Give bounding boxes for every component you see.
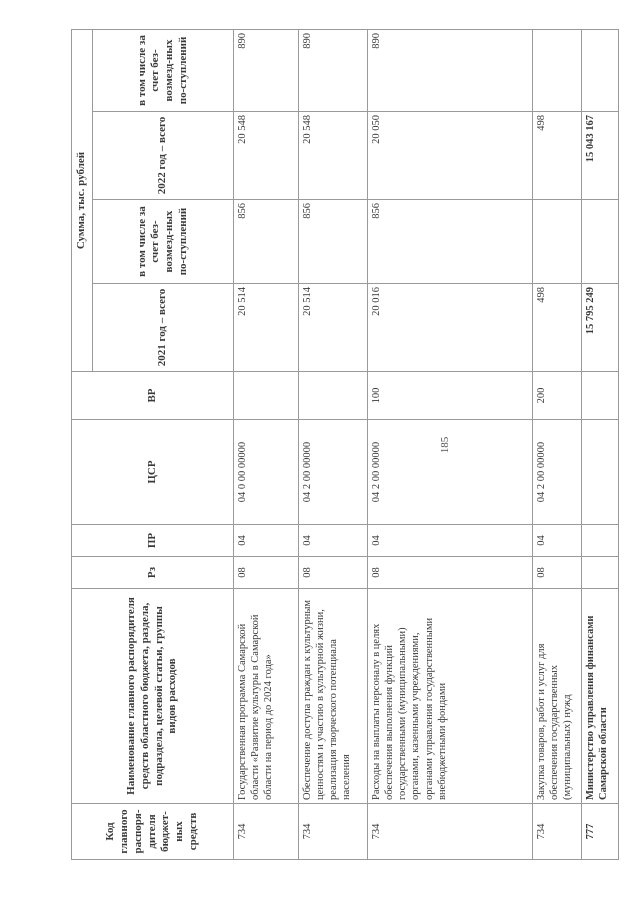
cell-code: 777 [582, 804, 619, 860]
cell-vr [582, 372, 619, 420]
cell-2021-free: 856 [299, 200, 368, 284]
cell-csr: 04 0 00 00000 [234, 420, 299, 525]
cell-pr: 04 [299, 525, 368, 557]
cell-name: Расходы на выплаты персоналу в целях обеспечения выполнения функций государственными (муниципальными) органами, казенными учреждениями, органами управления государственными внебюджетными фондами [368, 589, 533, 804]
table-row [234, 29, 299, 859]
cell-code: 734 [533, 804, 582, 860]
table-row [533, 29, 582, 859]
header-name: Наименование главного распорядителя средств областного бюджета, раздела, подраздела, целевой статьи, группы видов расходов [72, 589, 234, 804]
cell-pr: 04 [533, 525, 582, 557]
cell-name: Закупка товаров, работ и услуг для обеспечения государственных (муниципальных) нужд [533, 589, 582, 804]
cell-name: Министерство управления финансами Самарской области [582, 589, 619, 804]
header-2022-total: 2022 год – всего [93, 112, 234, 200]
cell-csr: 04 2 00 00000 [533, 420, 582, 525]
cell-2022-total: 20 050 [368, 112, 533, 200]
cell-2022-free: 890 [234, 29, 299, 111]
cell-name: Государственная программа Самарской области «Развитие культуры в Самарской области на период до 2024 года» [234, 589, 299, 804]
cell-pr [582, 525, 619, 557]
cell-code: 734 [234, 804, 299, 860]
cell-pr: 04 [234, 525, 299, 557]
cell-2022-total: 498 [533, 112, 582, 200]
table-row [368, 29, 533, 859]
cell-rz: 08 [368, 557, 533, 589]
header-sum-group: Сумма, тыс. рублей [72, 29, 93, 371]
table-row [299, 29, 368, 859]
header-rz: Рз [72, 557, 234, 589]
cell-vr [299, 372, 368, 420]
cell-2022-free: 890 [368, 29, 533, 111]
header-2022-free: в том числе за счет без-возмезд-ных по-ступлений [93, 29, 234, 111]
header-csr: ЦСР [72, 420, 234, 525]
header-pr: ПР [72, 525, 234, 557]
cell-csr: 04 2 00 00000 [368, 420, 533, 525]
cell-2021-free [582, 200, 619, 284]
header-vr: ВР [72, 372, 234, 420]
budget-table [71, 29, 619, 860]
cell-2022-free: 890 [299, 29, 368, 111]
cell-vr [234, 372, 299, 420]
cell-2021-total: 20 514 [234, 284, 299, 372]
cell-2021-total: 498 [533, 284, 582, 372]
cell-name: Обеспечение доступа граждан к культурным ценностям и участию в культурной жизни, реализация творческого потенциала населения [299, 589, 368, 804]
cell-2021-total: 20 514 [299, 284, 368, 372]
cell-rz: 08 [299, 557, 368, 589]
cell-2022-total: 15 043 167 [582, 112, 619, 200]
cell-rz: 08 [533, 557, 582, 589]
cell-rz [582, 557, 619, 589]
table-row [582, 29, 619, 859]
cell-2022-free [533, 29, 582, 111]
cell-pr: 04 [368, 525, 533, 557]
cell-2021-free: 856 [368, 200, 533, 284]
cell-rz: 08 [234, 557, 299, 589]
cell-csr [582, 420, 619, 525]
cell-code: 734 [299, 804, 368, 860]
cell-2022-free [582, 29, 619, 111]
rotated-page [55, 30, 610, 860]
cell-2021-free [533, 200, 582, 284]
header-code: Код главного распоря-дителя бюджет-ных средств [72, 804, 234, 860]
header-2021-free: в том числе за счет без-возмезд-ных по-ступлений [93, 200, 234, 284]
cell-csr: 04 2 00 00000 [299, 420, 368, 525]
cell-vr: 100 [368, 372, 533, 420]
header-2021-total: 2021 год – всего [93, 284, 234, 372]
page-number: 185 [439, 436, 451, 454]
cell-2021-total: 15 795 249 [582, 284, 619, 372]
cell-vr: 200 [533, 372, 582, 420]
cell-2022-total: 20 548 [234, 112, 299, 200]
cell-2021-free: 856 [234, 200, 299, 284]
cell-2022-total: 20 548 [299, 112, 368, 200]
cell-code: 734 [368, 804, 533, 860]
cell-2021-total: 20 016 [368, 284, 533, 372]
